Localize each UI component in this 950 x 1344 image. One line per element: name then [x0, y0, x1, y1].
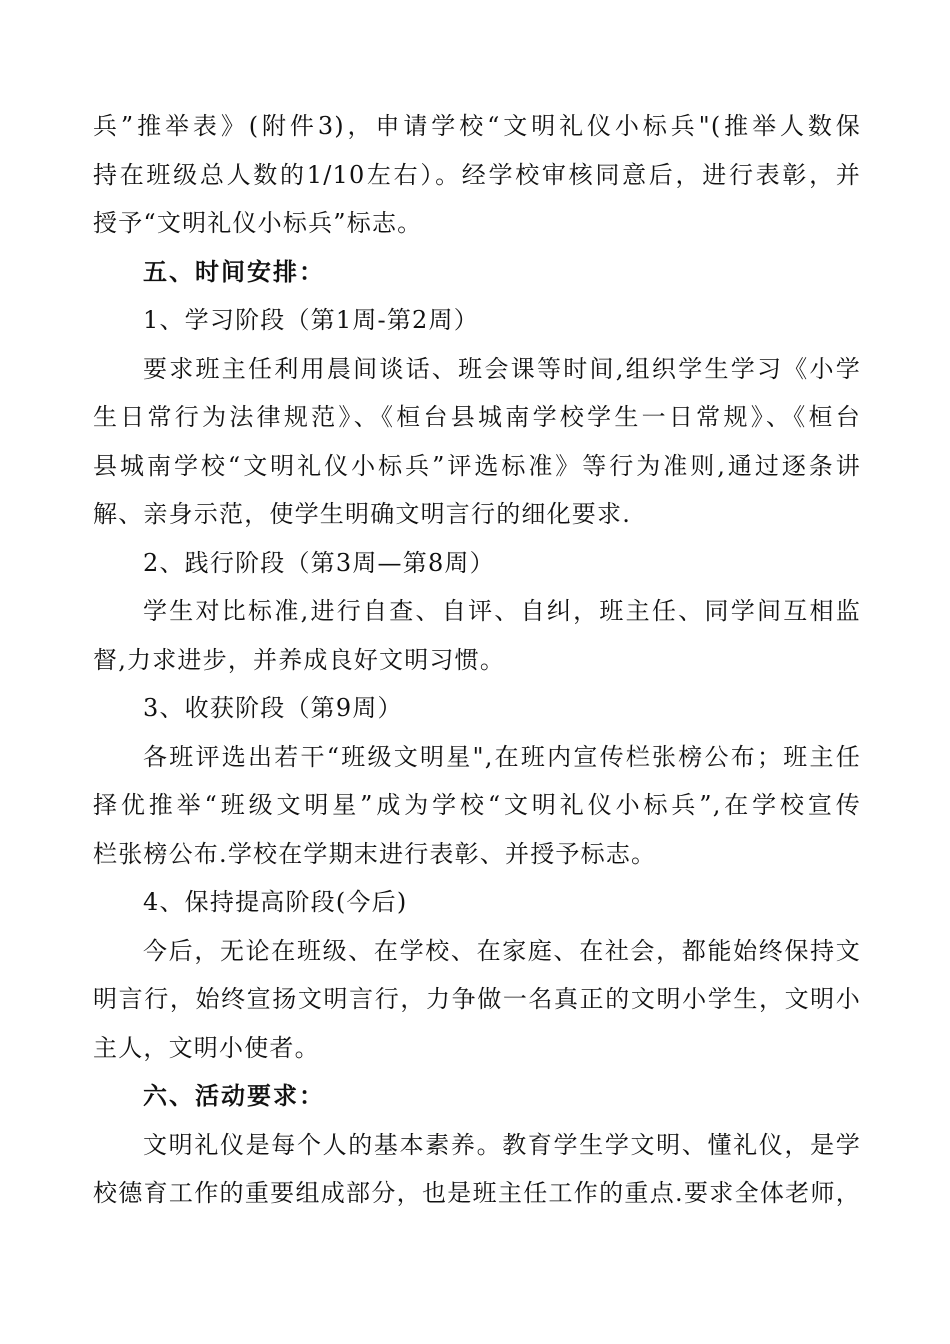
subsection-heading-study-phase: 1、学习阶段（第1周-第2周） [143, 306, 479, 334]
body-text-line: 明言行，始终宣扬文明言行，力争做一名真正的文明小学生，文明小 [93, 985, 861, 1013]
body-text-line: 主人，文明小使者。 [93, 1033, 320, 1062]
body-text-line: 授予“文明礼仪小标兵”标志。 [93, 209, 423, 237]
body-text-line: 栏张榜公布.学校在学期末进行表彰、并授予标志。 [93, 839, 657, 868]
body-text-line: 各班评选出若干“班级文明星",在班内宣传栏张榜公布；班主任 [143, 742, 861, 771]
section-heading-schedule: 五、时间安排： [143, 256, 325, 286]
body-text-line: 持在班级总人数的1/10左右）。经学校审核同意后，进行表彰，并 [93, 160, 861, 189]
document-page [93, 102, 861, 1218]
subsection-heading-harvest-phase: 3、收获阶段（第9周） [143, 694, 403, 722]
body-text-line: 要求班主任利用晨间谈话、班会课等时间,组织学生学习《小学 [143, 354, 861, 383]
body-text-line: 生日常行为法律规范》、《桓台县城南学校学生一日常规》、《桓台 [93, 403, 861, 431]
body-text-line: 校德育工作的重要组成部分，也是班主任工作的重点.要求全体老师， [93, 1179, 861, 1207]
body-text-line: 兵”推举表》(附件3)，申请学校“文明礼仪小标兵"(推举人数保 [93, 112, 861, 140]
body-text-line: 今后，无论在班级、在学校、在家庭、在社会，都能始终保持文 [143, 936, 861, 965]
body-text-line: 督,力求进步，并养成良好文明习惯。 [93, 645, 506, 674]
body-text-line: 县城南学校“文明礼仪小标兵”评选标准》等行为准则,通过逐条讲 [93, 451, 861, 480]
subsection-heading-maintain-phase: 4、保持提高阶段(今后) [143, 888, 408, 916]
body-text-line: 择优推举“班级文明星”成为学校“文明礼仪小标兵”,在学校宣传 [93, 791, 861, 819]
body-text-line: 解、亲身示范，使学生明确文明言行的细化要求. [93, 500, 632, 528]
body-text-line: 学生对比标准,进行自查、自评、自纠，班主任、同学间互相监 [143, 597, 861, 625]
subsection-heading-practice-phase: 2、践行阶段（第3周—第8周） [143, 548, 495, 577]
section-heading-requirements: 六、活动要求： [143, 1081, 325, 1110]
body-text-line: 文明礼仪是每个人的基本素养。教育学生学文明、懂礼仪，是学 [143, 1130, 861, 1159]
